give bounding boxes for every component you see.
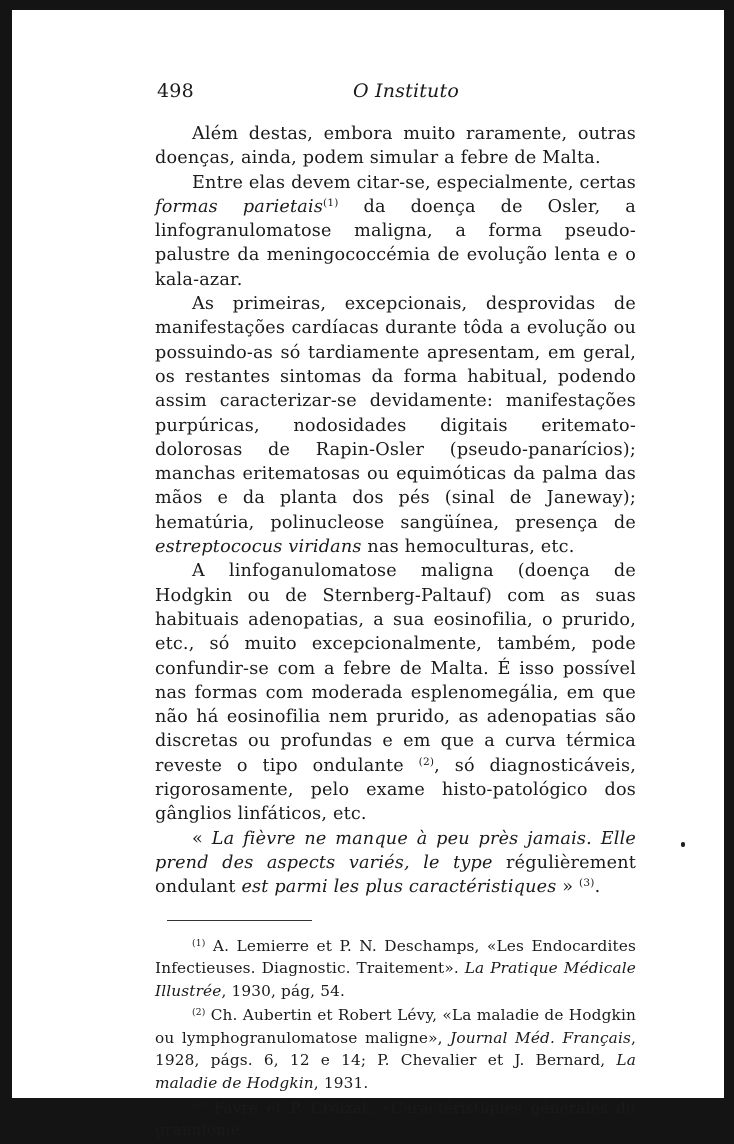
paragraph-2-text: Entre elas devem citar-se, especialmente, certas	[192, 172, 636, 193]
quote-emphasis-1: La fièvre ne manque à peu près jamais. Elle prend des aspects variés, le type	[155, 828, 637, 873]
paragraph-1: Além destas, embora muito raramente, outras doenças, ainda, podem simular a febre de Malta.	[155, 124, 636, 169]
paragraph-3-text: As primeiras, excepcionais, desprovidas de manifestações cardíacas durante tôda a evolução ou possuindo-as só tardiamente apresentam, em geral, os restantes sintomas da forma habitual, podendo assim caracterizar-se devidamente: manifestações purpúricas, nodosidades digitais eritemato-dolorosas de Rapin-Osler (pseudo-panarícios); manchas eritematosas ou equimóticas da palma das mãos e da planta dos pés (sinal de Janeway); hematúria, polinucleose sangüínea, presença de	[155, 294, 636, 533]
running-head	[155, 80, 636, 110]
footnotes	[155, 935, 636, 1142]
footnote-2-book: La maladie de Hodgkin	[155, 1051, 636, 1093]
paragraph-3	[155, 292, 636, 559]
footnote-1	[155, 935, 636, 1003]
quote-open: «	[192, 828, 212, 849]
quote-end: .	[594, 877, 601, 898]
running-title: O Instituto	[353, 80, 459, 102]
paragraph-3-text-cont: nas hemoculturas, etc.	[361, 537, 575, 558]
footnote-3	[155, 1097, 636, 1142]
footnote-1-text-cont: , 1930, pág, 54.	[221, 981, 345, 1000]
footnote-3-marker: (3)	[192, 1099, 206, 1111]
footnote-ref-3: (3)	[579, 877, 595, 890]
footnote-2-text-end: , 1931.	[313, 1074, 369, 1093]
body-text	[155, 122, 636, 900]
footnote-2-text: Ch. Aubertin et Robert Lévy, «La maladie de Hodgkin ou lymphogranulomatose maligne»,	[155, 1006, 636, 1047]
footnote-1-marker: (1)	[192, 937, 206, 949]
paragraph-2-emphasis: formas parietais	[155, 196, 324, 217]
paragraph-4-text-cont: , só diagnosticáveis, rigorosamente, pelo exame histo-patológico dos gânglios linfáticos, etc.	[155, 755, 636, 825]
paragraph-4	[155, 559, 636, 826]
paragraph-3-emphasis: estreptococus viridans	[155, 537, 362, 558]
footnote-2-journal: Journal Méd. Français	[450, 1028, 631, 1047]
paragraph-2-text-cont: da doença de Osler, a linfogranulomatose maligna, a forma pseudo-palustre da meningococcémia de evolução lenta e o kala-azar.	[155, 196, 636, 290]
book-page	[12, 10, 724, 1140]
quote-text: régulièrement ondulant	[155, 852, 637, 898]
quote-emphasis-2: est parmi les plus caractéristiques	[241, 877, 557, 898]
footnote-1-text: A. Lemierre et P. N. Deschamps, «Les Endocardites Infectieuses. Diagnostic. Traitement».	[155, 936, 636, 978]
footnote-1-journal: La Pratique Médicale Illustrée	[155, 959, 636, 1000]
footnote-2-marker: (2)	[192, 1007, 206, 1019]
footnote-ref-2: (2)	[418, 755, 435, 768]
text-block	[155, 80, 636, 1144]
footnote-2	[155, 1004, 636, 1094]
footnote-divider	[167, 920, 312, 921]
footnote-2-text-cont: , 1928, págs. 6, 12 e 14; P. Chevalier et J. Bernard,	[155, 1028, 637, 1070]
footnote-3-text: Favre et P. Croizat, «Caractéristiques générales du granulome	[155, 1098, 636, 1140]
footnote-ref-1: (1)	[323, 197, 339, 210]
paragraph-4-text: A linfoganulomatose maligna (doença de Hodgkin ou de Sternberg-Paltauf) com as suas habituais adenopatias, a sua eosinofilia, o prurido, etc., só muito excepcionalmente, também, pode confundir-se com a febre de Malta. É isso possível nas formas com moderada esplenomegália, em que não há eosinofilia nem prurido, as adenopatias são discretas ou profundas e em que a curva térmica reveste o tipo ondulante	[155, 561, 636, 776]
paragraph-5-quote	[155, 827, 636, 900]
quote-close: »	[556, 877, 580, 898]
paragraph-2	[155, 171, 636, 292]
page-number: 498	[157, 80, 194, 102]
margin-speck	[681, 842, 685, 847]
